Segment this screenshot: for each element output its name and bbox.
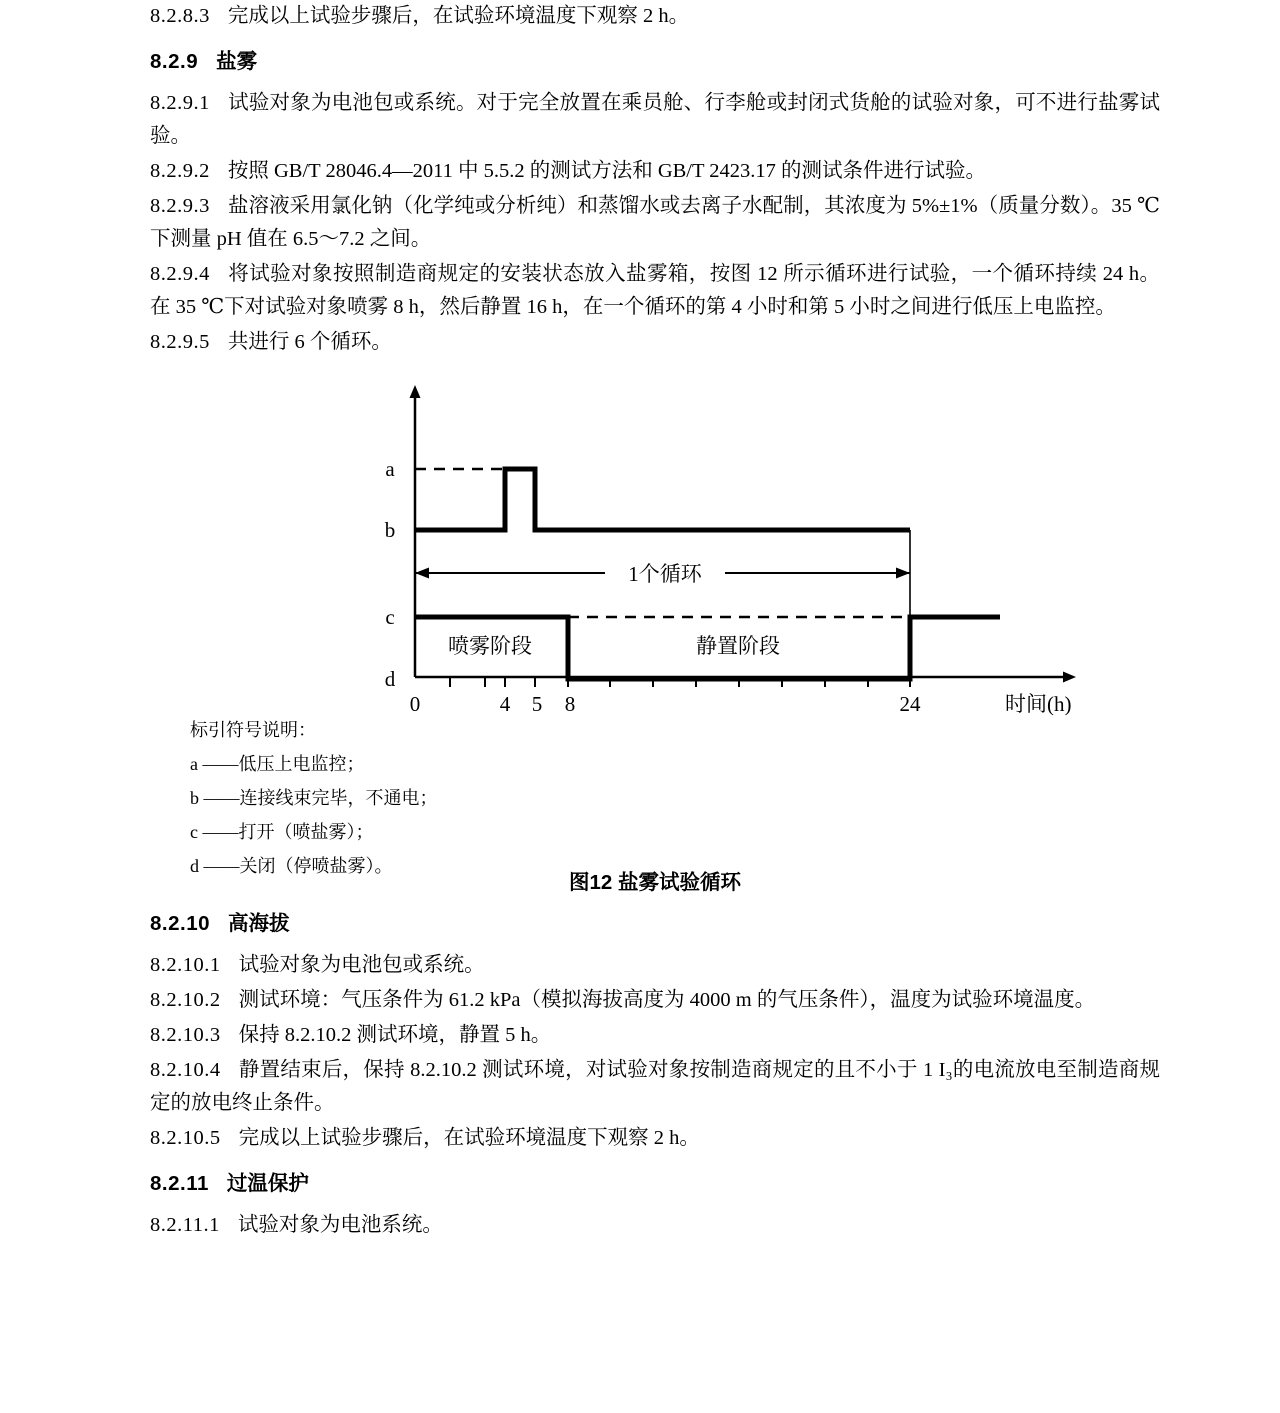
paragraph-8-2-9-3 — [150, 190, 1160, 256]
legend-title: 标引符号说明： — [190, 720, 316, 740]
x-axis-label: 时间(h) — [1005, 692, 1072, 715]
y-label-a: a — [385, 457, 395, 481]
legend-item-a: a ——低压上电监控； — [190, 754, 365, 774]
heading-8-2-11 — [150, 1169, 1160, 1199]
paragraph-number: 8.2.9.2 — [150, 160, 210, 182]
paragraph-text: 共进行 6 个循环。 — [227, 331, 392, 353]
paragraph-8-2-11-1 — [150, 1209, 1160, 1242]
paragraph-8-2-10-1 — [150, 949, 1160, 982]
page-content — [150, 0, 1160, 1244]
cycle-label: 1个循环 — [628, 562, 702, 586]
paragraph-number: 8.2.8.3 — [150, 5, 210, 27]
paragraph-number: 8.2.10.2 — [150, 989, 221, 1011]
heading-title: 盐雾 — [216, 50, 258, 73]
paragraph-number: 8.2.11.1 — [150, 1214, 220, 1236]
paragraph-number: 8.2.10.5 — [150, 1127, 221, 1149]
x-tick-8: 8 — [564, 692, 576, 715]
salt-spray-cycle-chart — [210, 385, 1110, 715]
phase-rest-label: 静置阶段 — [696, 634, 780, 658]
paragraph-8-2-10-4 — [150, 1054, 1160, 1120]
paragraph-text: 试验对象为电池系统。 — [237, 1214, 443, 1236]
paragraph-text: 测试环境：气压条件为 61.2 kPa（模拟海拔高度为 4000 m 的气压条件），温度为试验环境温度。 — [238, 989, 1096, 1011]
paragraph-text: 保持 8.2.10.2 测试环境，静置 5 h。 — [238, 1024, 552, 1046]
x-tick-4: 4 — [499, 692, 511, 715]
heading-number: 8.2.9 — [150, 50, 199, 73]
paragraph-text: 将试验对象按照制造商规定的安装状态放入盐雾箱，按图 12 所示循环进行试验，一个循环持续 24 h。在 35 ℃下对试验对象喷雾 8 h，然后静置 16 h，在一个循环的第 4 小时和第 5 小时之间进行低压上电监控。 — [150, 263, 1160, 318]
heading-title: 高海拔 — [228, 912, 290, 935]
paragraph-8-2-9-2 — [150, 155, 1160, 188]
x-tick-24: 24 — [899, 692, 921, 715]
paragraph-text: 试验对象为电池包或系统。对于完全放置在乘员舱、行李舱或封闭式货舱的试验对象，可不进行盐雾试验。 — [150, 92, 1160, 147]
heading-number: 8.2.10 — [150, 912, 210, 935]
heading-number: 8.2.11 — [150, 1172, 209, 1195]
paragraph-number: 8.2.10.1 — [150, 954, 221, 976]
x-tick-0: 0 — [409, 692, 421, 715]
paragraph-number: 8.2.10.4 — [150, 1059, 221, 1081]
y-label-d: d — [384, 667, 396, 691]
paragraph-text: 完成以上试验步骤后，在试验环境温度下观察 2 h。 — [238, 1127, 700, 1149]
paragraph-text: 静置结束后，保持 8.2.10.2 测试环境，对试验对象按制造商规定的且不小于 1 I₃的电流放电至制造商规定的放电终止条件。 — [150, 1059, 1160, 1114]
paragraph-number: 8.2.9.5 — [150, 331, 210, 353]
y-label-c: c — [385, 605, 395, 629]
x-tick-5: 5 — [531, 692, 543, 715]
paragraph-number: 8.2.9.1 — [150, 92, 210, 114]
paragraph-8-2-9-1 — [150, 87, 1160, 153]
paragraph-8-2-10-2 — [150, 984, 1160, 1017]
paragraph-8-2-10-3 — [150, 1019, 1160, 1052]
paragraph-8-2-9-5 — [150, 326, 1160, 359]
paragraph-number: 8.2.9.3 — [150, 195, 210, 217]
paragraph-number: 8.2.9.4 — [150, 263, 210, 285]
legend-item-c: c ——打开（喷盐雾）； — [190, 822, 374, 842]
heading-8-2-9 — [150, 47, 1160, 77]
heading-title: 过温保护 — [226, 1172, 309, 1195]
paragraph-text: 盐溶液采用氯化钠（化学纯或分析纯）和蒸馏水或去离子水配制，其浓度为 5%±1%（质量分数）。35 ℃下测量 pH 值在 6.5～7.2 之间。 — [150, 195, 1160, 250]
heading-8-2-10 — [150, 909, 1160, 939]
figure-caption: 图12 盐雾试验循环 — [569, 871, 741, 894]
legend-item-d: d ——关闭（停喷盐雾）。 — [190, 856, 393, 876]
phase-spray-label: 喷雾阶段 — [448, 634, 532, 658]
paragraph-text: 试验对象为电池包或系统。 — [238, 954, 485, 976]
paragraph-text: 按照 GB/T 28046.4—2011 中 5.5.2 的测试方法和 GB/T 2423.17 的测试条件进行试验。 — [227, 160, 987, 182]
paragraph-8-2-10-5 — [150, 1122, 1160, 1155]
paragraph-8-2-8-3 — [150, 0, 1160, 33]
legend-item-b: b ——连接线束完毕，不通电； — [190, 788, 438, 808]
figure-legend — [190, 713, 438, 883]
figure-12 — [150, 385, 1160, 876]
y-label-b: b — [384, 518, 396, 542]
paragraph-number: 8.2.10.3 — [150, 1024, 221, 1046]
paragraph-8-2-9-4 — [150, 258, 1160, 324]
paragraph-text: 完成以上试验步骤后，在试验环境温度下观察 2 h。 — [227, 5, 690, 27]
